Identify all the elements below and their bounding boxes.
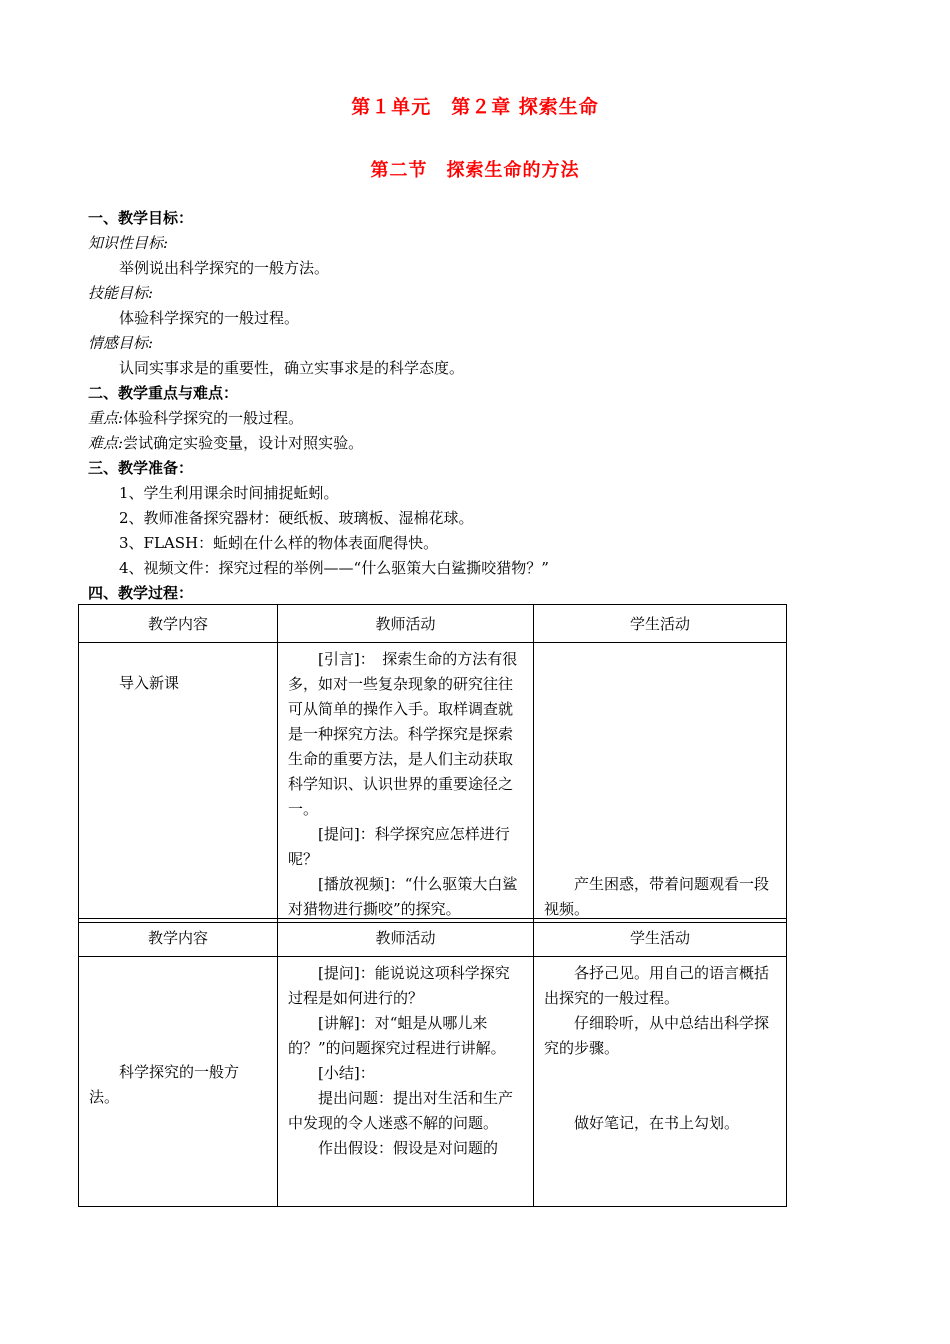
prep-heading: 三、教学准备： [88,459,194,477]
teacher-cell [278,957,534,1207]
student-activity: 各抒己见。用自己的语言概括出探究的一般过程。 [544,964,770,1007]
teacher-activity: [引言]： 探索生命的方法有很多，如对一些复杂现象的研究往往可从简单的操作入手。取样调查就是一种探究方法。科学探究是探索生命的重要方法，是人们主动获取科学知识、认识世界的重要途径之一。 [288,650,518,818]
teacher-cell [278,643,534,923]
lesson-outline [88,206,788,606]
keypoints-heading: 二、教学重点与难点： [88,384,239,402]
goals-heading: 一、教学目标： [88,209,194,227]
knowledge-goal-label: 知识性目标: [88,234,169,252]
student-activity: 仔细聆听，从中总结出科学探究的步骤。 [544,1014,770,1057]
prep-item: 3、FLASH：蚯蚓在什么样的物体表面爬得快。 [119,534,439,552]
teacher-activity: 作出假设：假设是对问题的 [318,1139,499,1157]
teacher-activity: [讲解]：对“蛆是从哪儿来的？”的问题探究过程进行讲解。 [288,1014,506,1057]
row-content: 科学探究的一般方法。 [89,1063,240,1106]
table-header-row [79,605,787,643]
section-title: 第二节 探索生命的方法 [370,160,580,181]
knowledge-goal-text: 举例说出科学探究的一般方法。 [119,259,330,277]
key-point-text: 体验科学探究的一般过程。 [123,409,304,427]
skill-goal-text: 体验科学探究的一般过程。 [119,309,300,327]
prep-item: 1、学生利用课余时间捕捉蚯蚓。 [119,484,339,502]
teacher-activity: [提问]：能说说这项科学探究过程是如何进行的？ [288,964,510,1007]
process-table-1 [78,604,787,923]
student-cell [534,643,787,923]
col-header-content: 教学内容 [79,605,278,643]
prep-item: 2、教师准备探究器材：硬纸板、玻璃板、湿棉花球。 [119,509,474,527]
col-header-student: 学生活动 [534,605,787,643]
difficult-point-text: 尝试确定实验变量，设计对照实验。 [123,434,364,452]
table-row [79,643,787,923]
teacher-activity: [播放视频]：“什么驱策大白鲨对猎物进行撕咬”的探究。 [288,875,518,918]
unit-title: 第１单元 第２章 探索生命 [351,96,599,118]
table-row [79,957,787,1207]
table-header-row [79,919,787,957]
difficult-point [88,431,788,456]
difficult-point-label: 难点: [88,434,124,452]
skill-goal-label: 技能目标: [88,284,154,302]
process-table-2 [78,918,787,1207]
key-point [88,406,788,431]
col-header-teacher: 教师活动 [278,919,534,957]
teacher-activity: [提问]：科学探究应怎样进行呢？ [288,825,510,868]
process-heading: 四、教学过程： [88,584,194,602]
col-header-student: 学生活动 [534,919,787,957]
teacher-activity: 提出问题：提出对生活和生产中发现的令人迷惑不解的问题。 [288,1089,514,1132]
row-content: 导入新课 [119,674,180,692]
col-header-teacher: 教师活动 [278,605,534,643]
emotion-goal-label: 情感目标: [88,334,154,352]
col-header-content: 教学内容 [79,919,278,957]
student-activity: 产生困惑，带着问题观看一段视频。 [544,875,770,918]
prep-item: 4、视频文件：探究过程的举例——“什么驱策大白鲨撕咬猎物？” [119,559,549,577]
teacher-activity: [小结]： [318,1064,375,1082]
student-activity: 做好笔记，在书上勾划。 [574,1114,740,1132]
row-content-cell [79,957,278,1207]
student-cell [534,957,787,1207]
key-point-label: 重点: [88,409,124,427]
emotion-goal-text: 认同实事求是的重要性，确立实事求是的科学态度。 [119,359,465,377]
row-content-cell [79,643,278,923]
